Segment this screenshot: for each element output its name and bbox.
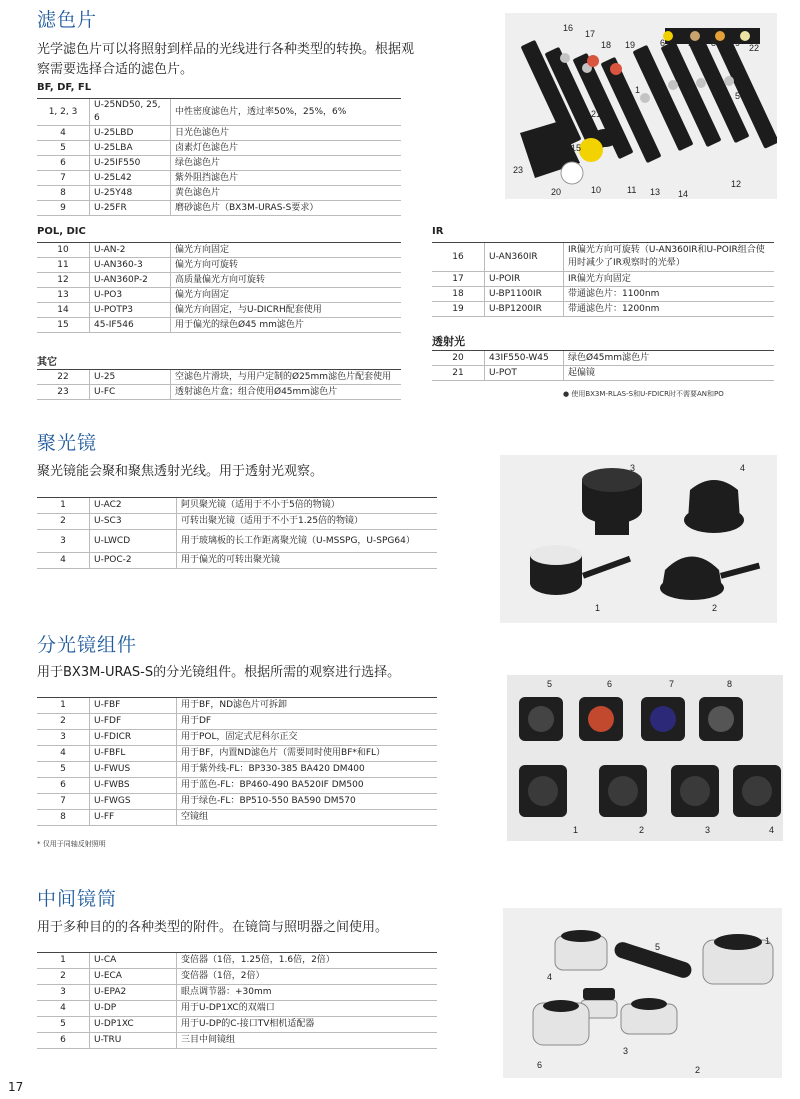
row-number: 4: [37, 126, 90, 141]
row-description: 用于偏光的可转出聚光镜: [177, 553, 438, 569]
bf-subtitle: BF, DF, FL: [37, 82, 92, 93]
row-description: 变倍器（1倍，2倍）: [177, 969, 438, 985]
row-model: U-EPA2: [90, 985, 177, 1001]
row-number: 9: [37, 201, 90, 216]
row-description: 透射滤色片盒；组合使用Ø45mm滤色片: [171, 385, 402, 400]
photo-callout-number: 15: [571, 143, 582, 153]
row-number: 5: [37, 1017, 90, 1033]
row-number: 1: [37, 953, 90, 969]
row-number: 2: [37, 714, 90, 730]
photo-callout-number: 17: [585, 29, 596, 39]
condensers-intro: 聚光镜能会聚和聚焦透射光线。用于透射光观察。: [37, 464, 324, 479]
filters-title: 滤色片: [37, 9, 98, 31]
row-description: 可转出聚光镜（适用于不小于1.25倍的物镜）: [177, 514, 438, 530]
row-model: U-POTP3: [90, 303, 171, 318]
table-row: [37, 810, 437, 826]
row-number: 15: [37, 318, 90, 333]
row-model: U-FDF: [90, 714, 177, 730]
table-row: [37, 171, 401, 186]
row-number: 6: [37, 1033, 90, 1049]
photo-callout-number: 6: [607, 679, 613, 689]
photo-callout-number: 1: [635, 85, 641, 95]
row-number: 23: [37, 385, 90, 400]
photo-callout-number: 6: [660, 38, 666, 48]
row-number: 21: [432, 366, 485, 381]
photo-callout-number: 10: [591, 185, 602, 195]
row-model: U-25LBA: [90, 141, 171, 156]
table-row: [432, 302, 774, 317]
photo-callout-number: 22: [749, 43, 760, 53]
table-row: [37, 1033, 437, 1049]
photo-callout-number: 5: [735, 91, 741, 101]
row-number: 2: [37, 969, 90, 985]
photo-callout-number: 2: [695, 1065, 701, 1075]
table-row: [37, 141, 401, 156]
tubes-illustration: [503, 908, 782, 1078]
table-row: [37, 258, 401, 273]
photo-callout-number: 1: [573, 825, 579, 835]
row-number: 3: [37, 730, 90, 746]
condensers-title: 聚光镜: [37, 432, 98, 454]
filters-photo: [505, 13, 777, 199]
row-description: 变倍器（1倍，1.25倍，1.6倍，2倍）: [177, 953, 438, 969]
row-model: U-AN-2: [90, 243, 171, 258]
table-row: [37, 126, 401, 141]
photo-callout-number: 6: [537, 1060, 543, 1070]
table-row: [37, 514, 437, 530]
filters-intro: 光学滤色片可以将照射到样品的光线进行各种类型的转换。根据观察需要选择合适的滤色片。: [37, 42, 415, 77]
table-row: [37, 698, 437, 714]
row-description: 用于DF: [177, 714, 438, 730]
row-model: U-DP: [90, 1001, 177, 1017]
row-number: 6: [37, 156, 90, 171]
row-number: 14: [37, 303, 90, 318]
photo-callout-number: 19: [625, 40, 636, 50]
photo-callout-number: 8: [711, 38, 717, 48]
table-row: [37, 498, 437, 514]
table-row: [37, 288, 401, 303]
row-number: 19: [432, 302, 485, 317]
row-description: 起偏镜: [564, 366, 775, 381]
photo-callout-number: 4: [712, 88, 718, 98]
row-description: IR偏光方向固定: [564, 272, 775, 287]
condensers-illustration: [500, 455, 777, 623]
row-model: U-PO3: [90, 288, 171, 303]
photo-callout-number: 20: [551, 187, 562, 197]
row-number: 13: [37, 288, 90, 303]
row-description: 用于玻璃板的长工作距离聚光镜（U-MSSPG，U-SPG64）: [177, 530, 438, 553]
table-row: [37, 1017, 437, 1033]
tubes-intro: 用于多种目的的各种类型的附件。在镜筒与照明器之间使用。: [37, 920, 389, 935]
row-number: 22: [37, 370, 90, 385]
row-model: U-FBFL: [90, 746, 177, 762]
photo-callout-number: 14: [678, 189, 689, 199]
row-description: 用于BF，内置ND滤色片（需要同时使用BF*和FL）: [177, 746, 438, 762]
table-row: [37, 201, 401, 216]
row-model: U-FC: [90, 385, 171, 400]
row-description: 用于BF，ND滤色片可拆卸: [177, 698, 438, 714]
row-model: U-AN360-3: [90, 258, 171, 273]
row-description: 三目中间镜组: [177, 1033, 438, 1049]
row-description: 带通滤色片：1200nm: [564, 302, 775, 317]
photo-callout-number: 5: [547, 679, 553, 689]
row-description: 绿色滤色片: [171, 156, 402, 171]
photo-callout-number: 13: [650, 187, 661, 197]
row-description: 用于偏光的绿色Ø45 mm滤色片: [171, 318, 402, 333]
row-model: U-FF: [90, 810, 177, 826]
row-description: 空滤色片滑块，与用户定制的Ø25mm滤色片配套使用: [171, 370, 402, 385]
table-row: [37, 530, 437, 553]
row-model: U-TRU: [90, 1033, 177, 1049]
photo-callout-number: 2: [712, 603, 718, 613]
row-model: U-ECA: [90, 969, 177, 985]
cubes-illustration: [507, 675, 783, 841]
row-number: 17: [432, 272, 485, 287]
table-row: [37, 746, 437, 762]
filters-illustration: [505, 13, 777, 199]
row-number: 1: [37, 698, 90, 714]
row-model: U-CA: [90, 953, 177, 969]
row-description: 眼点调节器：+30mm: [177, 985, 438, 1001]
table-row: [37, 303, 401, 318]
row-model: U-BP1100IR: [485, 287, 564, 302]
photo-callout-number: 4: [769, 825, 775, 835]
row-model: U-SC3: [90, 514, 177, 530]
row-description: 日光色滤色片: [171, 126, 402, 141]
bf-table: [37, 98, 401, 216]
row-description: 绿色Ø45mm滤色片: [564, 351, 775, 366]
photo-callout-number: 2: [662, 85, 668, 95]
cubes-photo: [507, 675, 783, 841]
table-row: [37, 370, 401, 385]
row-model: U-POIR: [485, 272, 564, 287]
row-number: 8: [37, 186, 90, 201]
other-table: [37, 369, 401, 400]
row-description: 用于紫外线-FL：BP330-385 BA420 DM400: [177, 762, 438, 778]
row-description: 高质量偏光方向可旋转: [171, 273, 402, 288]
photo-callout-number: 4: [547, 972, 553, 982]
table-row: [37, 99, 401, 126]
photo-callout-number: 12: [731, 179, 742, 189]
row-model: U-25: [90, 370, 171, 385]
pol-table: [37, 242, 401, 333]
table-row: [37, 778, 437, 794]
row-number: 16: [432, 243, 485, 272]
row-description: 卤素灯色滤色片: [171, 141, 402, 156]
table-row: [37, 318, 401, 333]
other-subtitle: 其它: [37, 357, 57, 368]
cubes-title: 分光镜组件: [37, 634, 138, 656]
row-description: 偏光方向固定: [171, 243, 402, 258]
row-description: 偏光方向可旋转: [171, 258, 402, 273]
table-row: [37, 385, 401, 400]
row-description: 带通滤色片：1100nm: [564, 287, 775, 302]
row-model: U-25LBD: [90, 126, 171, 141]
photo-callout-number: 21: [591, 109, 602, 119]
row-model: U-AN360IR: [485, 243, 564, 272]
ir-table: [432, 242, 774, 317]
table-row: [37, 794, 437, 810]
table-row: [37, 985, 437, 1001]
photo-callout-number: 1: [595, 603, 601, 613]
table-row: [37, 953, 437, 969]
row-model: U-POT: [485, 366, 564, 381]
row-number: 6: [37, 778, 90, 794]
row-model: U-FWUS: [90, 762, 177, 778]
table-row: [37, 969, 437, 985]
row-model: U-25Y48: [90, 186, 171, 201]
photo-callout-number: 7: [687, 38, 693, 48]
photo-callout-number: 3: [705, 825, 711, 835]
table-row: [37, 186, 401, 201]
table-row: [37, 762, 437, 778]
row-number: 20: [432, 351, 485, 366]
photo-callout-number: 5: [655, 942, 661, 952]
row-model: U-FWGS: [90, 794, 177, 810]
row-description: 中性密度滤色片，透过率50%，25%，6%: [171, 99, 402, 126]
row-number: 18: [432, 287, 485, 302]
row-number: 10: [37, 243, 90, 258]
photo-callout-number: 3: [623, 1046, 629, 1056]
row-description: 空镜组: [177, 810, 438, 826]
row-number: 4: [37, 553, 90, 569]
table-row: [37, 273, 401, 288]
pol-subtitle: POL, DIC: [37, 226, 86, 237]
tubes-table: [37, 952, 437, 1049]
row-description: 黄色滤色片: [171, 186, 402, 201]
row-model: U-BP1200IR: [485, 302, 564, 317]
row-description: 阿贝聚光镜（适用于不小于5倍的物镜）: [177, 498, 438, 514]
condensers-table: [37, 497, 437, 569]
photo-callout-number: 7: [669, 679, 675, 689]
row-number: 3: [37, 530, 90, 553]
photo-callout-number: 16: [563, 23, 574, 33]
tubes-photo: [503, 908, 782, 1078]
row-number: 5: [37, 141, 90, 156]
row-number: 8: [37, 810, 90, 826]
table-row: [37, 243, 401, 258]
row-model: U-POC-2: [90, 553, 177, 569]
row-model: U-LWCD: [90, 530, 177, 553]
row-description: 偏光方向固定: [171, 288, 402, 303]
table-row: [432, 366, 774, 381]
table-row: [432, 351, 774, 366]
row-number: 2: [37, 514, 90, 530]
row-number: 11: [37, 258, 90, 273]
row-model: U-AC2: [90, 498, 177, 514]
row-description: 磨砂滤色片（BX3M-URAS-S要求）: [171, 201, 402, 216]
cubes-intro: 用于BX3M-URAS-S的分光镜组件。根据所需的观察进行选择。: [37, 665, 401, 680]
photo-callout-number: 8: [727, 679, 733, 689]
row-number: 4: [37, 746, 90, 762]
row-number: 7: [37, 171, 90, 186]
row-description: 用于U-DP1XC的双端口: [177, 1001, 438, 1017]
cubes-footnote: * 仅用于同轴反射照明: [37, 840, 106, 848]
row-description: 用于U-DP的C-接口TV相机适配器: [177, 1017, 438, 1033]
table-row: [432, 287, 774, 302]
row-model: 45-IF546: [90, 318, 171, 333]
photo-callout-number: 9: [735, 38, 741, 48]
table-row: [37, 1001, 437, 1017]
row-model: 43IF550-W45: [485, 351, 564, 366]
row-number: 5: [37, 762, 90, 778]
row-model: U-FDICR: [90, 730, 177, 746]
row-description: IR偏光方向可旋转（U-AN360IR和U-POIR组合使用时减少了IR观察时的光晕）: [564, 243, 775, 272]
table-row: [37, 553, 437, 569]
table-row: [432, 272, 774, 287]
row-number: 1, 2, 3: [37, 99, 90, 126]
table-row: [432, 243, 774, 272]
photo-callout-number: 11: [627, 185, 637, 195]
tubes-title: 中间镜筒: [37, 888, 118, 910]
trans-subtitle: 透射光: [432, 335, 465, 348]
photo-callout-number: 4: [740, 463, 746, 473]
row-model: U-25FR: [90, 201, 171, 216]
photo-callout-number: 23: [513, 165, 524, 175]
row-model: U-AN360P-2: [90, 273, 171, 288]
row-description: 偏光方向固定，与U-DICRH配套使用: [171, 303, 402, 318]
table-row: [37, 714, 437, 730]
table-row: [37, 730, 437, 746]
cubes-table: [37, 697, 437, 826]
page-number: 17: [8, 1080, 24, 1094]
condensers-photo: [500, 455, 777, 623]
row-number: 12: [37, 273, 90, 288]
row-number: 4: [37, 1001, 90, 1017]
row-model: U-25ND50, 25, 6: [90, 99, 171, 126]
photo-callout-number: 18: [601, 40, 612, 50]
row-number: 7: [37, 794, 90, 810]
row-model: U-25L42: [90, 171, 171, 186]
photo-callout-number: 3: [687, 87, 693, 97]
table-row: [37, 156, 401, 171]
row-description: 用于POL，固定式尼科尔正交: [177, 730, 438, 746]
row-number: 1: [37, 498, 90, 514]
row-description: 紫外阻挡滤色片: [171, 171, 402, 186]
photo-callout-number: 2: [639, 825, 645, 835]
filters-footnote: ● 使用BX3M-RLAS-S和U-FDICR时不需要AN和PO: [563, 390, 724, 398]
row-description: 用于绿色-FL：BP510-550 BA590 DM570: [177, 794, 438, 810]
row-model: U-FBF: [90, 698, 177, 714]
ir-subtitle: IR: [432, 226, 444, 237]
row-number: 3: [37, 985, 90, 1001]
row-model: U-25IF550: [90, 156, 171, 171]
trans-table: [432, 350, 774, 381]
photo-callout-number: 3: [630, 463, 636, 473]
row-model: U-DP1XC: [90, 1017, 177, 1033]
row-description: 用于蓝色-FL：BP460-490 BA520IF DM500: [177, 778, 438, 794]
photo-callout-number: 1: [765, 936, 771, 946]
row-model: U-FWBS: [90, 778, 177, 794]
